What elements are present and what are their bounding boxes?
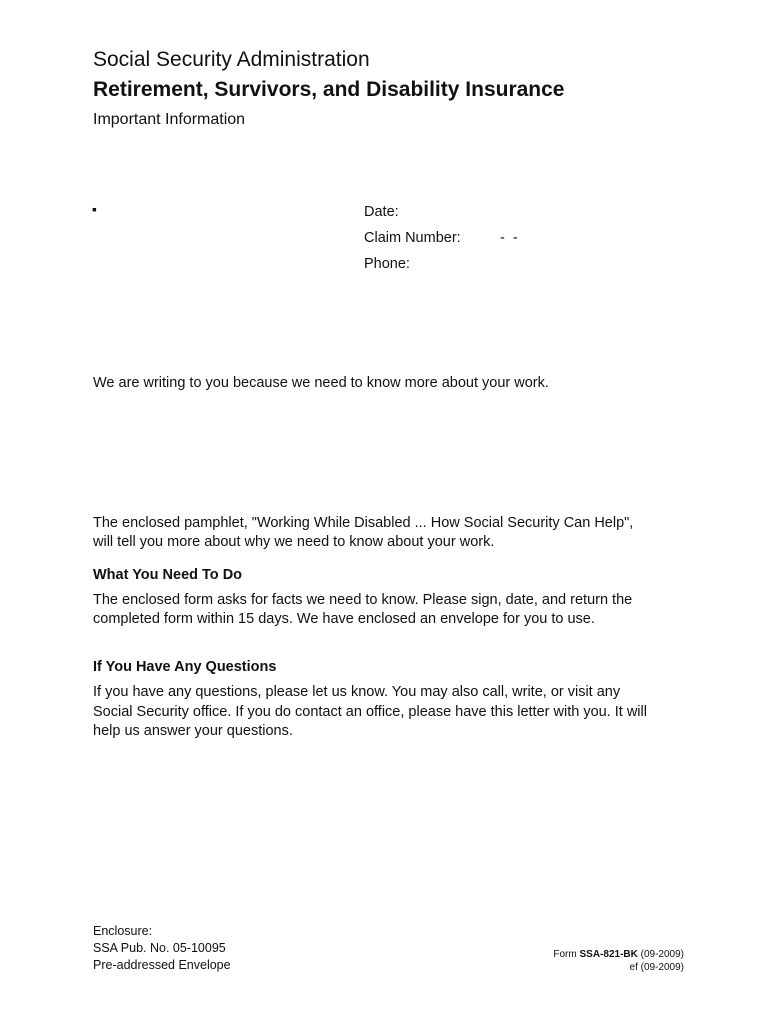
questions-heading: If You Have Any Questions xyxy=(93,659,277,675)
address-marker: ▪ xyxy=(92,201,97,217)
form-ef-line: ef (09-2009) xyxy=(629,962,684,973)
form-date: (09-2009) xyxy=(637,949,684,960)
form-identifier xyxy=(553,948,684,974)
questions-line-1: If you have any questions, please let us know. You may also call, write, or visit any xyxy=(93,684,621,700)
enclosure-block xyxy=(93,923,231,974)
form-prefix: Form xyxy=(553,949,580,960)
what-line-2: completed form within 15 days. We have enclosed an envelope for you to use. xyxy=(93,611,595,627)
intro-paragraph: We are writing to you because we need to know more about your work. xyxy=(93,375,549,391)
pamphlet-line-2: will tell you more about why we need to know about your work. xyxy=(93,534,495,550)
date-label: Date: xyxy=(364,204,399,220)
claim-number-value: - - xyxy=(500,230,520,246)
phone-label: Phone: xyxy=(364,256,410,272)
what-you-need-heading: What You Need To Do xyxy=(93,567,243,583)
enclosure-item-envelope: Pre-addressed Envelope xyxy=(93,958,231,972)
questions-line-2: Social Security office. If you do contact an office, please have this letter with you. It will xyxy=(93,704,647,720)
enclosure-label: Enclosure: xyxy=(93,924,153,938)
document-subtitle: Important Information xyxy=(93,111,246,128)
pamphlet-line-1: The enclosed pamphlet, "Working While Disabled ... How Social Security Can Help", xyxy=(93,515,634,531)
claim-number-label: Claim Number: xyxy=(364,230,461,246)
enclosure-item-pub: SSA Pub. No. 05-10095 xyxy=(93,941,226,955)
form-number: SSA-821-BK xyxy=(579,949,638,960)
form-number-line xyxy=(553,948,684,961)
document-title: Retirement, Survivors, and Disability Insurance xyxy=(93,78,565,101)
agency-name: Social Security Administration xyxy=(93,48,370,71)
questions-line-3: help us answer your questions. xyxy=(93,723,293,739)
what-line-1: The enclosed form asks for facts we need to know. Please sign, date, and return the xyxy=(93,592,633,608)
